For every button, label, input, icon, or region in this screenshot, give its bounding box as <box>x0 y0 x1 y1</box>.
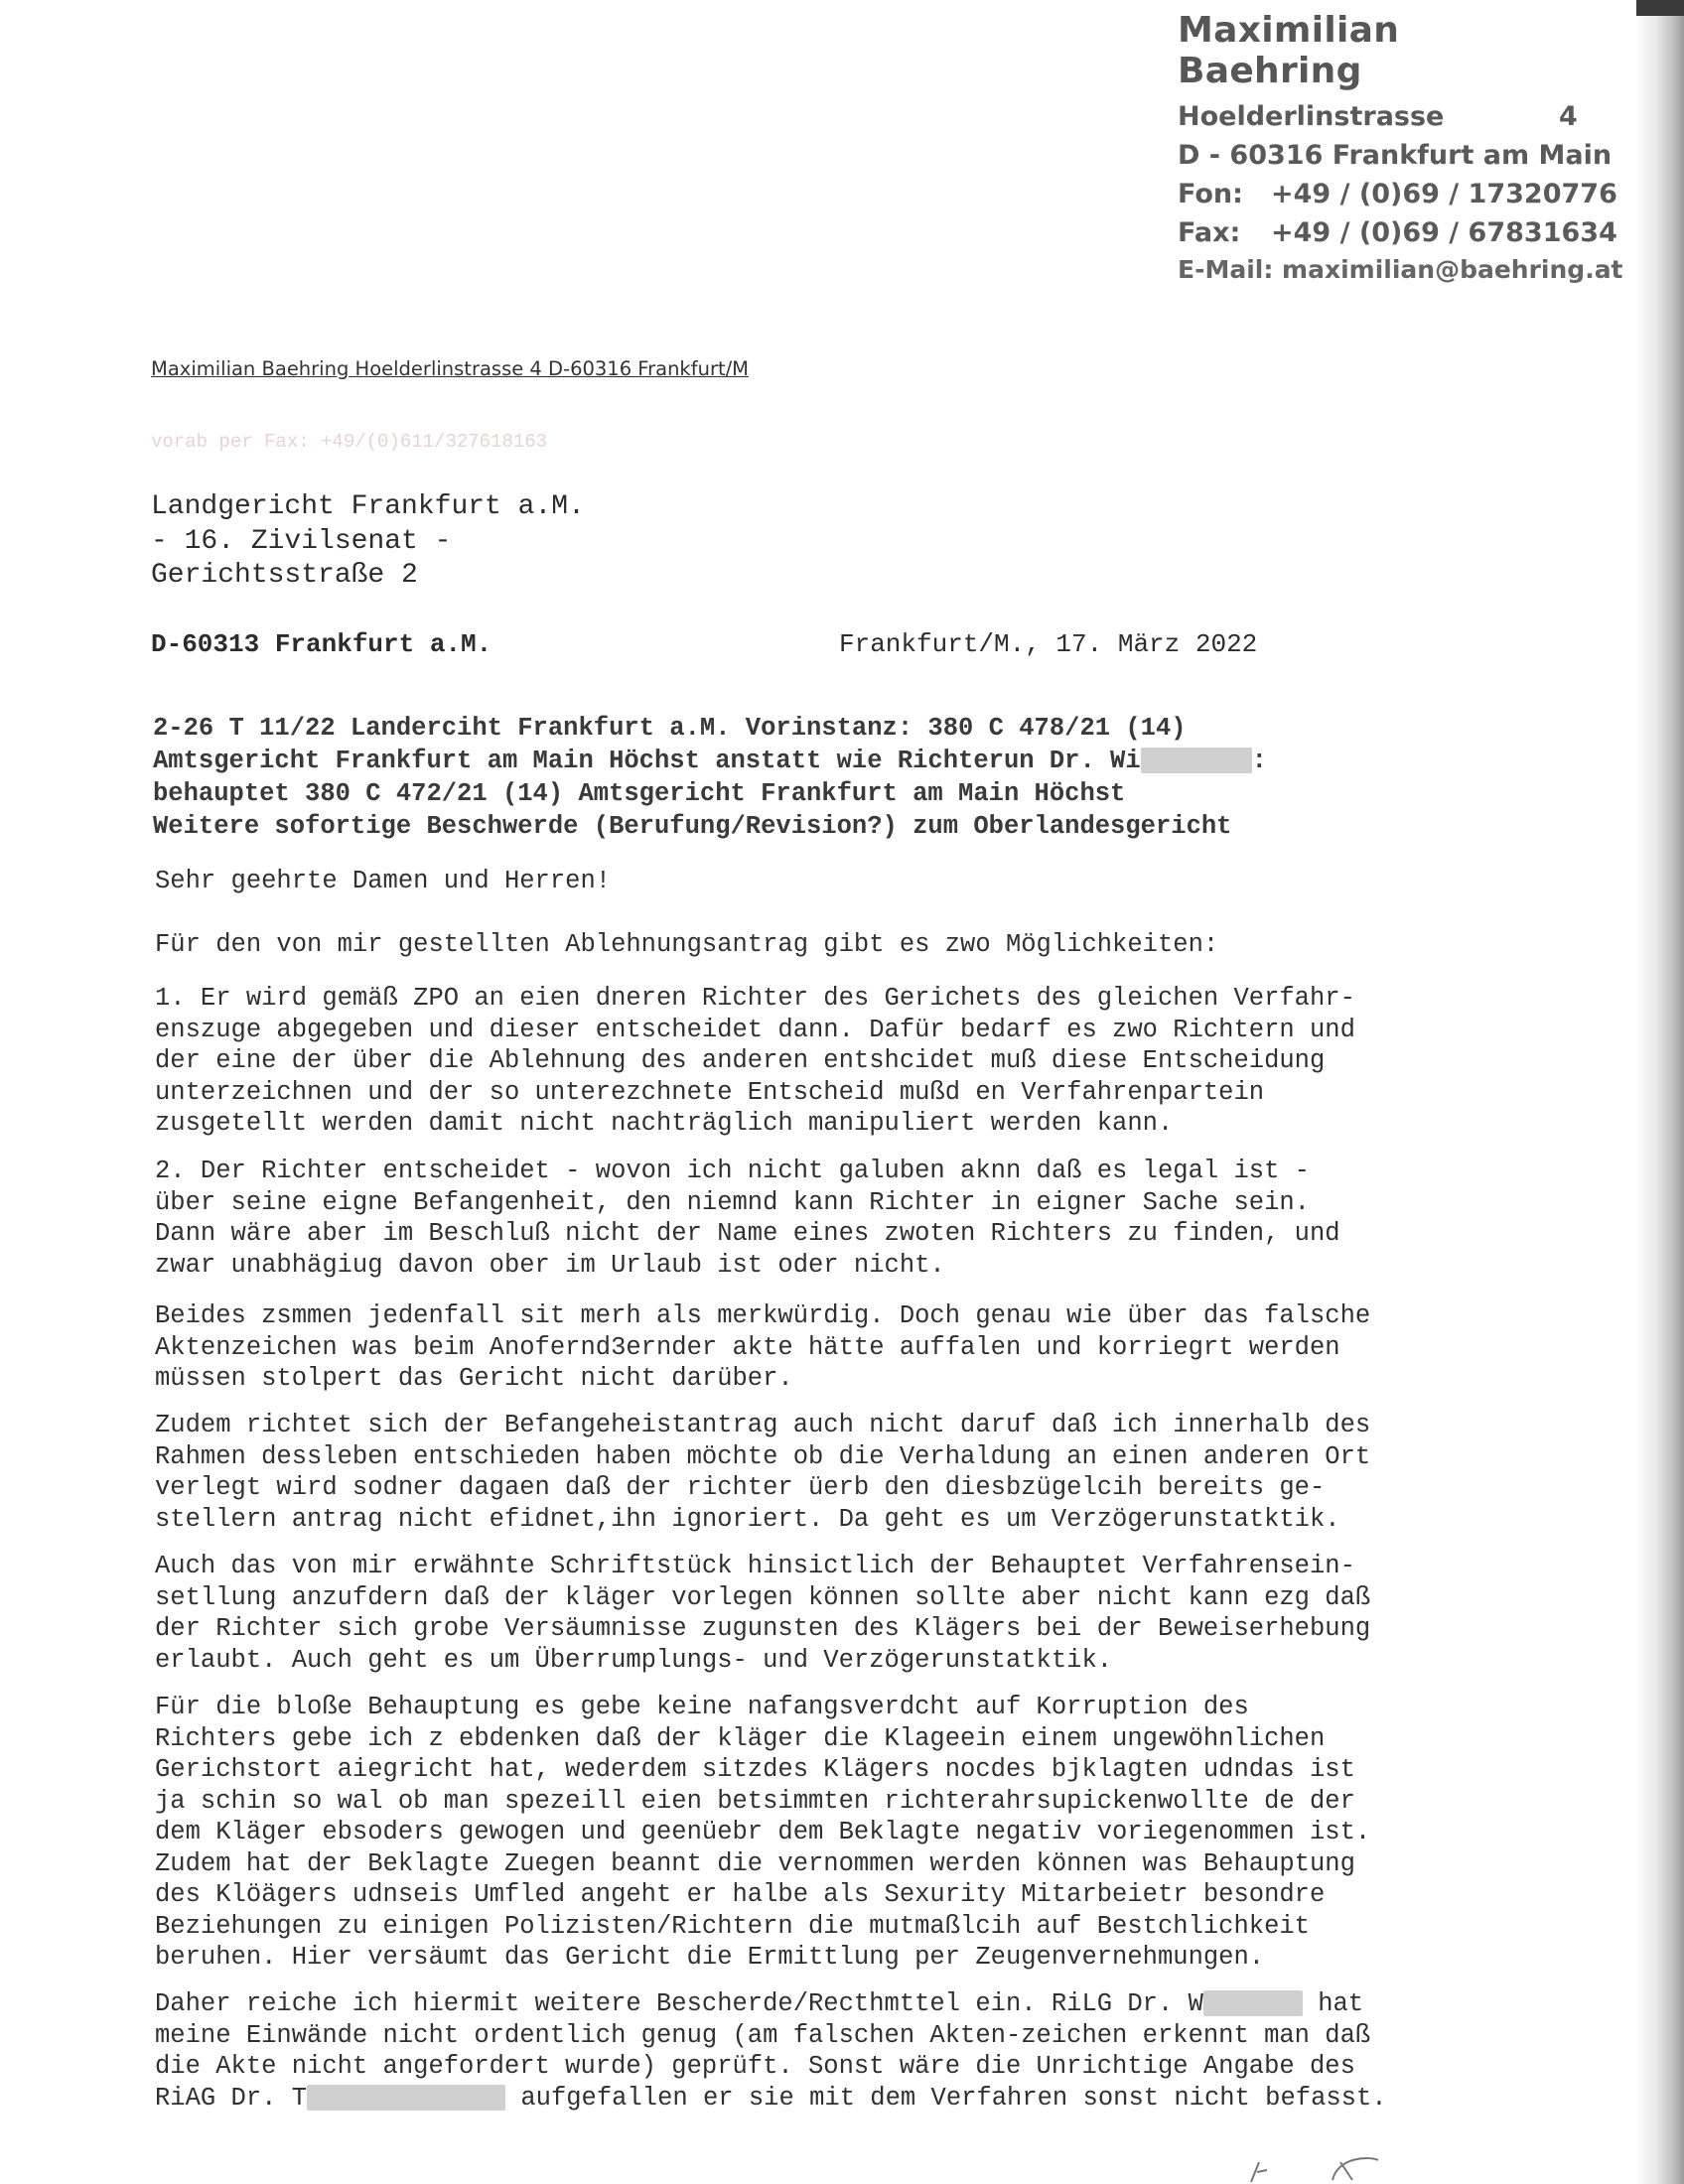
letterhead-email: E-Mail: maximilian@baehring.at <box>1178 255 1623 284</box>
subject-line-3: behauptet 380 C 472/21 (14) Amtsgericht Frankfurt am Main Höchst <box>153 779 1126 808</box>
paragraph-5 <box>155 1551 1545 1676</box>
fax-notice: vorab per Fax: +49/(0)611/327618163 <box>151 431 548 453</box>
subject-line-2 <box>153 745 1543 777</box>
paragraph-line: meine Einwände nicht ordentlich genug (am falschen Akten-zeichen erkennt man daß <box>155 2020 1371 2050</box>
paragraph-line: der Richter sich grobe Versäumnisse zugunsten des Klägers bei der Beweiserhebung <box>155 1614 1371 1643</box>
intro-text: Für den von mir gestellten Ablehnungsantrag gibt es zwo Möglichkeiten: <box>155 930 1219 959</box>
recipient-line-2: - 16. Zivilsenat - <box>151 525 452 557</box>
subject-line-4: Weitere sofortige Beschwerde (Berufung/Revision?) zum Oberlandesgericht <box>153 812 1232 841</box>
paragraph-line: Richters gebe ich z ebdenken daß der kläger die Klageein einem ungewöhnlichen <box>155 1723 1326 1753</box>
paragraph-line: ja schin so wal ob man spezeill eien betsimmten richterahrsupickenwollte de der <box>155 1786 1355 1816</box>
paragraph-line: müssen stolpert das Gericht nicht darüber. <box>155 1364 793 1393</box>
paragraph-line: unterzeichnen und der so unterezchnete Entscheid mußd en Verfahrenpartein <box>155 1077 1265 1107</box>
subject-line-2-end: : <box>1251 747 1267 775</box>
recipient-city: D-60313 Frankfurt a.M. <box>151 629 492 659</box>
paragraph-line: über seine eigne Befangenheit, den niemnd kann Richter in eigner Sache sein. <box>155 1187 1310 1217</box>
paragraph-line: setllung anzufdern daß der kläger vorlegen können sollte aber nicht kann ezg daß <box>155 1582 1371 1612</box>
letterhead-city: D - 60316 Frankfurt am Main <box>1178 140 1613 171</box>
paragraph-line: enszuge abgegeben und dieser entscheidet dann. Dafür bedarf es zwo Richtern und <box>155 1015 1355 1044</box>
paragraph-3 <box>155 1300 1545 1395</box>
paragraph-line: erlaubt. Auch geht es um Überrumplungs- und Verzögerunstatktik. <box>155 1645 1113 1675</box>
paper-edge-shadow <box>1636 0 1684 2184</box>
scan-corner-mark <box>1636 0 1684 16</box>
letterhead-street-name: Hoelderlinstrasse <box>1178 101 1445 132</box>
subject-block <box>153 712 1543 843</box>
paragraph-line: Beziehungen zu einigen Polizisten/Richtern die mutmaßlcih auf Bestchlichkeit <box>155 1911 1310 1941</box>
paragraph-7 <box>155 1988 1545 2114</box>
paragraph-line: zwar unabhägiug davon ober im Urlaub ist oder nicht. <box>155 1250 945 1280</box>
letterhead-phone <box>1178 175 1617 213</box>
paragraph-6 <box>155 1692 1545 1974</box>
paragraph-line: Rahmen dessleben entschieden haben möchte ob die Verhaldung an einen anderen Ort <box>155 1441 1371 1471</box>
paragraph-line: Zudem hat der Beklagte Zuegen beannt die vernommen werden können was Behauptung <box>155 1848 1355 1878</box>
phone-number: +49 / (0)69 / 17320776 <box>1271 179 1617 209</box>
intro-paragraph <box>155 929 1545 961</box>
paragraph-line: Auch das von mir erwähnte Schriftstück hinsictlich der Behauptet Verfahrensein- <box>155 1552 1355 1580</box>
paragraph-line: verlegt wird sodner dagaen daß der richter üerb den diesbzügelcih bereits ge- <box>155 1473 1326 1502</box>
paragraph-line: 2. Der Richter entscheidet - wovon ich nicht galuben aknn daß es legal ist - <box>155 1157 1310 1185</box>
paragraph-line: beruhen. Hier versäumt das Gericht die Ermittlung per Zeugenvernehmungen. <box>155 1943 1265 1972</box>
paragraph-line: Gerichstort aiegricht hat, wederdem sitzdes Klägers nocdes bjklagten udndas ist <box>155 1755 1355 1784</box>
paragraph-4 <box>155 1410 1545 1535</box>
redaction-block <box>1141 748 1252 773</box>
letterhead-fax <box>1178 213 1617 252</box>
paragraph-2 <box>155 1156 1545 1281</box>
paragraph-line: stellern antrag nicht efidnet,ihn ignoriert. Da geht es um Verzögerunstatktik. <box>155 1504 1340 1534</box>
fax-number: +49 / (0)69 / 67831634 <box>1271 217 1617 248</box>
paragraph-7-line-1-end: hat <box>1318 1989 1364 2018</box>
paragraph-line: Beides zsmmen jedenfall sit merh als merkwürdig. Doch genau wie über das falsche <box>155 1301 1371 1330</box>
letterhead-house-number: 4 <box>1559 101 1578 132</box>
salutation-text: Sehr geehrte Damen und Herren! <box>155 867 612 895</box>
paragraph-line: 1. Er wird gemäß ZPO an eien dneren Richter des Gerichets des gleichen Verfahr- <box>155 984 1355 1013</box>
redaction-block <box>1203 1990 1303 2016</box>
paragraph-1 <box>155 983 1545 1140</box>
paragraph-7-line-4-end: aufgefallen er sie mit dem Verfahren sonst nicht befasst. <box>520 2083 1387 2113</box>
recipient-address <box>151 490 585 594</box>
paragraph-line: Aktenzeichen was beim Anofernd3ernder akte hätte auffalen und korriegrt werden <box>155 1332 1340 1362</box>
paragraph-line: der eine der über die Ablehnung des anderen entshcidet muß diese Entscheidung <box>155 1046 1326 1075</box>
paragraph-line: zusgetellt werden damit nicht nachträglich manipuliert werden kann. <box>155 1109 1174 1138</box>
paragraph-line: Zudem richtet sich der Befangeheistantrag auch nicht daruf daß ich innerhalb des <box>155 1411 1371 1439</box>
phone-label: Fon: <box>1178 179 1243 209</box>
paragraph-line: die Akte nicht angefordert wurde) geprüft. Sonst wäre die Unrichtige Angabe des <box>155 2052 1355 2081</box>
paragraph-line <box>155 1988 1545 2020</box>
subject-line-2-text: Amtsgericht Frankfurt am Main Höchst anstatt wie Richterun Dr. Wi <box>153 747 1141 775</box>
sender-return-address: Maximilian Baehring Hoelderlinstrasse 4 D-60316 Frankfurt/M <box>151 357 750 380</box>
paragraph-7-line-1-text: Daher reiche ich hiermit weitere Bescherde/Recthmttel ein. RiLG Dr. W <box>155 1989 1203 2018</box>
letterhead <box>1178 10 1623 288</box>
recipient-line-3: Gerichtsstraße 2 <box>151 560 418 591</box>
salutation <box>155 866 1545 897</box>
handwritten-mark <box>1221 2152 1420 2184</box>
paragraph-line <box>155 2083 1545 2115</box>
redaction-block <box>307 2085 505 2111</box>
letterhead-name: Maximilian Baehring <box>1178 10 1400 91</box>
subject-line-1: 2-26 T 11/22 Landerciht Frankfurt a.M. Vorinstanz: 380 C 478/21 (14) <box>153 714 1187 743</box>
letterhead-street <box>1178 97 1595 136</box>
recipient-line-1: Landgericht Frankfurt a.M. <box>151 491 585 522</box>
letter-date: Frankfurt/M., 17. März 2022 <box>839 629 1258 659</box>
paragraph-line: Für die bloße Behauptung es gebe keine nafangsverdcht auf Korruption des <box>155 1693 1249 1721</box>
paragraph-line: dem Kläger ebsoders gewogen und geenüebr dem Beklagte negativ voriegenommen ist. <box>155 1818 1371 1846</box>
paragraph-line: des Klöägers udnseis Umfled angeht er halbe als Sexurity Mitarbeietr besondre <box>155 1880 1326 1909</box>
fax-label: Fax: <box>1178 217 1241 248</box>
paragraph-7-line-4-text: RiAG Dr. T <box>155 2083 308 2113</box>
paragraph-line: Dann wäre aber im Beschluß nicht der Name eines zwoten Richters zu finden, und <box>155 1219 1340 1248</box>
